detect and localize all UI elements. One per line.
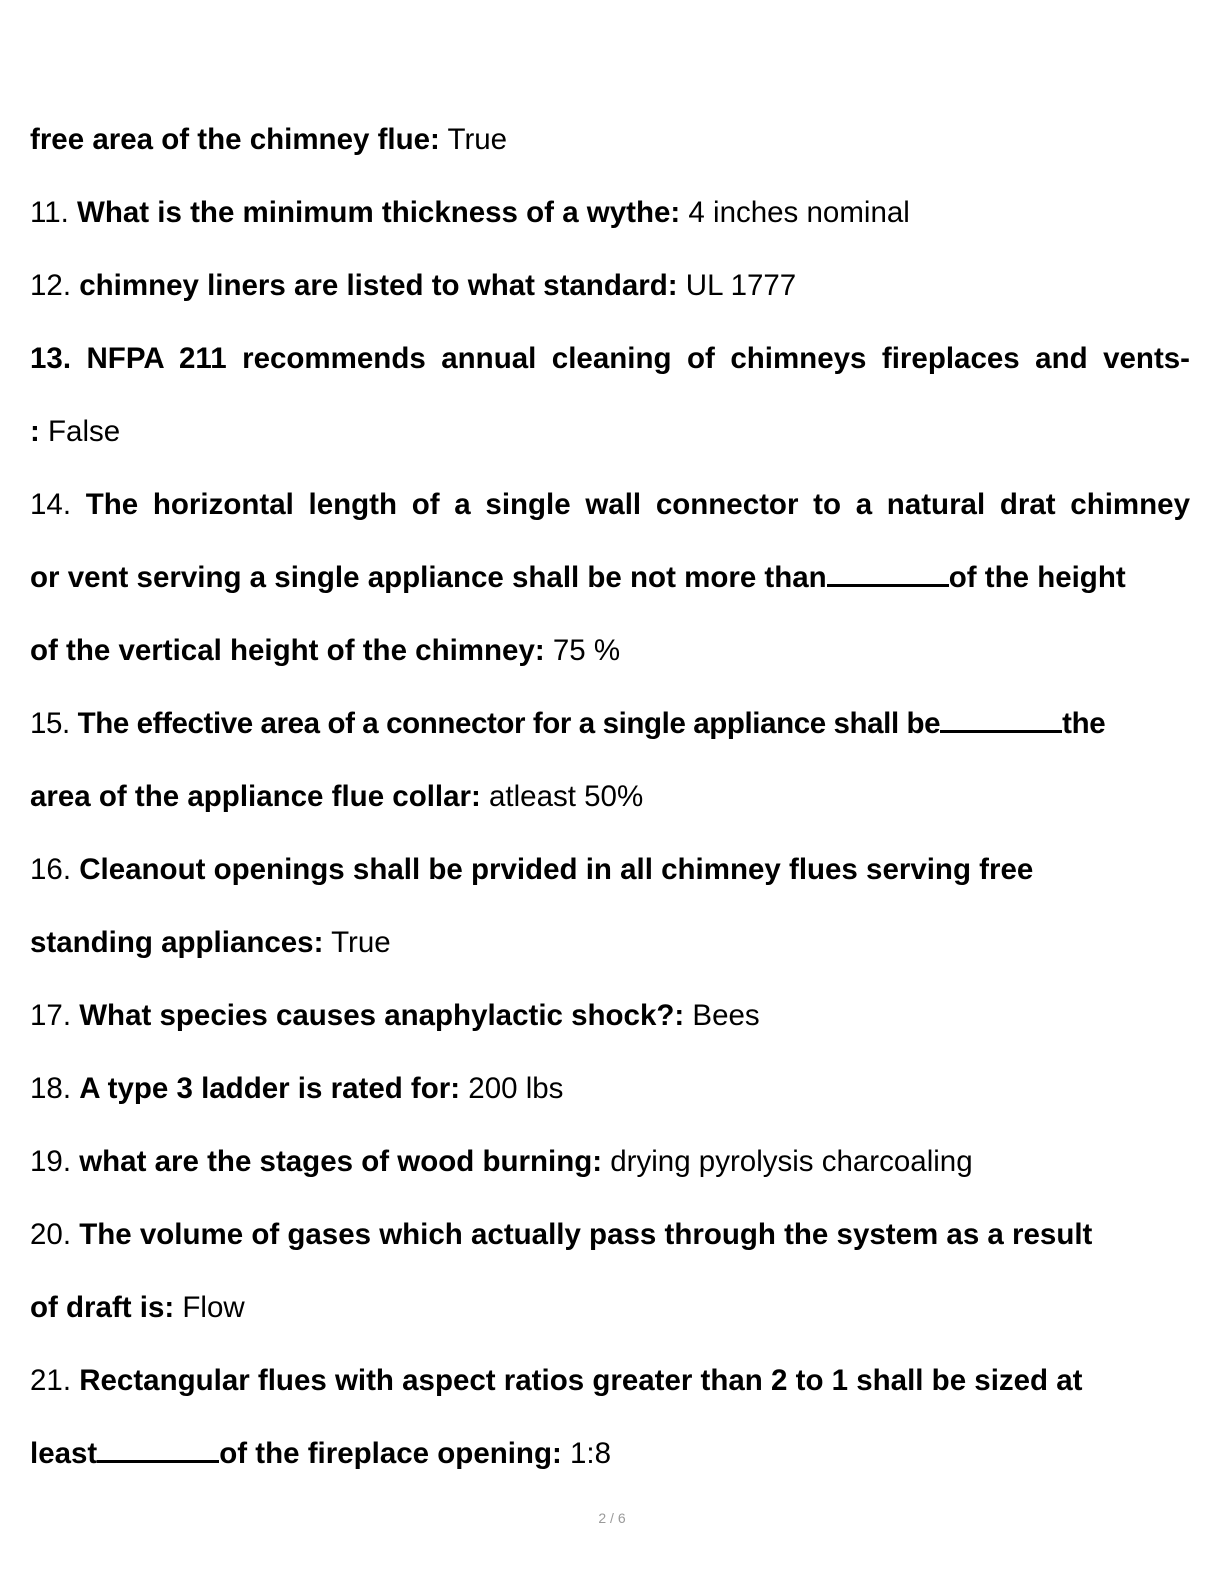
question-text: : [30,415,40,448]
question-text: Cleanout openings shall be prvided in all chimney flues serving free [79,853,1034,886]
text-line [30,103,1190,176]
question-text: The horizontal length of a single wall connector to a natural drat chimney [85,488,1190,521]
text-line [30,1052,1190,1125]
fill-in-blank [97,1440,219,1463]
question-text: Rectangular flues with aspect ratios greater than 2 to 1 shall be sized at [79,1364,1083,1397]
text-line [30,760,1190,833]
question-text: What is the minimum thickness of a wythe: [77,196,681,229]
answer-text: False [39,415,121,448]
question-text: The effective area of a connector for a single appliance shall be [77,707,941,740]
text-line [30,541,1190,614]
question-text: area of the appliance flue collar: [30,780,481,813]
question-text: free area of the chimney flue: [30,123,440,156]
question-number: 15. [30,707,78,740]
text-line [30,176,1190,249]
answer-text: True [323,926,391,959]
question-text: or vent serving a single appliance shall be not more than [30,561,827,594]
question-number: 20. [30,1218,80,1251]
question-number: 17. [30,999,80,1032]
text-line [30,1344,1190,1417]
question-number: 21. [30,1364,80,1397]
question-text: of the fireplace opening: [219,1437,562,1470]
question-text: of the height [948,561,1126,594]
question-text: standing appliances: [30,926,324,959]
text-line [30,1417,1190,1490]
question-text: the [1062,707,1106,740]
text-line [30,468,1190,541]
answer-text: Flow [174,1291,245,1324]
text-line [30,1198,1190,1271]
answer-text: 4 inches nominal [680,196,910,229]
text-line [30,906,1190,979]
question-text: What species causes anaphylactic shock?: [79,999,685,1032]
question-text: what are the stages of wood burning: [79,1145,603,1178]
question-text: of draft is: [30,1291,175,1324]
fill-in-blank [940,710,1062,733]
question-number: 14. [30,488,86,521]
page-number: 2 / 6 [598,1510,626,1526]
answer-text: Bees [684,999,760,1032]
text-line [30,395,1190,468]
answer-text: True [439,123,508,156]
answer-text: drying pyrolysis charcoaling [602,1145,973,1178]
question-number: 12. [30,269,80,302]
question-number: 18. [30,1072,80,1105]
answer-text: 1:8 [561,1437,612,1470]
text-line [30,249,1190,322]
question-number: 11. [30,196,78,229]
text-line [30,1271,1190,1344]
answer-text: atleast 50% [480,780,644,813]
text-line [30,687,1190,760]
question-text: The volume of gases which actually pass through the system as a result [79,1218,1093,1251]
document-body [30,103,1190,1490]
text-line [30,979,1190,1052]
question-number: 16. [30,853,80,886]
question-text: 13. NFPA 211 recommends annual cleaning of chimneys fireplaces and vents- [30,342,1190,375]
text-line [30,833,1190,906]
answer-text: 200 lbs [460,1072,564,1105]
text-line [30,614,1190,687]
text-line [30,1125,1190,1198]
answer-text: 75 % [544,634,621,667]
question-text: A type 3 ladder is rated for: [79,1072,461,1105]
question-text: of the vertical height of the chimney: [30,634,545,667]
text-line [30,322,1190,395]
question-text: least [30,1437,98,1470]
fill-in-blank [827,564,949,587]
answer-text: UL 1777 [677,269,797,302]
question-number: 19. [30,1145,80,1178]
question-text: chimney liners are listed to what standard: [79,269,678,302]
